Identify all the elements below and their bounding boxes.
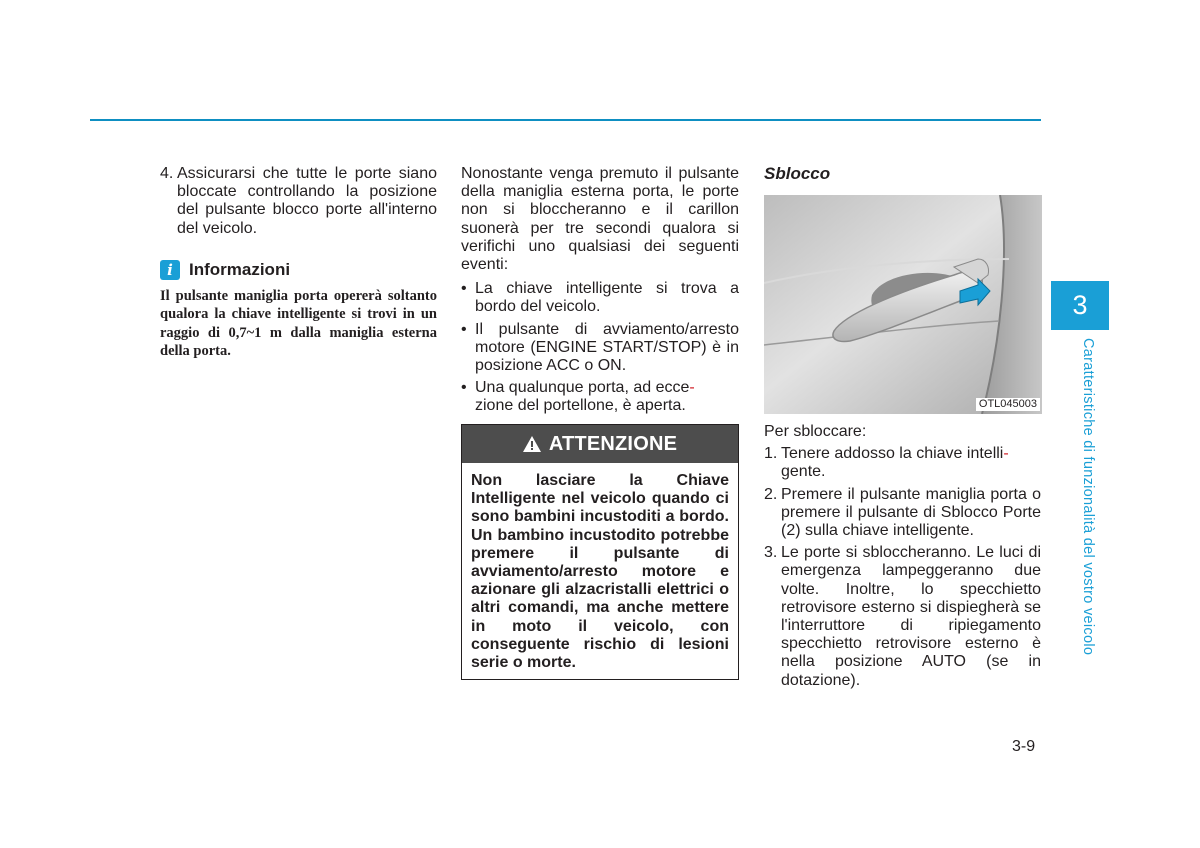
hyphen-mark: -	[1003, 445, 1009, 463]
step-3	[764, 544, 1041, 690]
bullet-icon: •	[461, 280, 467, 298]
step-1	[764, 445, 1041, 481]
warning-box	[461, 424, 739, 680]
step-number: 3.	[764, 544, 778, 562]
chapter-title: Caratteristiche di funzionalità del vostro veicolo	[1080, 338, 1096, 656]
bullet-icon: •	[461, 379, 467, 397]
step-number: 1.	[764, 445, 778, 463]
column-right	[764, 165, 1041, 694]
warning-header	[462, 425, 738, 463]
section-title: Sblocco	[764, 164, 831, 183]
door-handle-illustration	[764, 195, 1042, 414]
warning-body: Non lasciare la Chiave Intelligente nel veicolo quando ci sono bambini incustoditi a bordo. Un bambino incustodito potrebbe premere il pulsante di avviamento/arresto motore e azionare gli alzacristalli elettrici o altri comandi, ma anche mettere in moto il veicolo, con conseguente rischio di lesioni serie o morte.	[471, 472, 729, 672]
column-left	[160, 165, 437, 361]
bullet-text-part: Una qualunque porta, ad ecce	[475, 379, 690, 397]
door-handle-figure	[764, 195, 1042, 414]
column-middle	[461, 165, 739, 420]
conditions-list	[461, 280, 739, 415]
step-number: 2.	[764, 485, 778, 503]
bullet-text	[475, 379, 739, 415]
info-body: Il pulsante maniglia porta opererà soltanto qualora la chiave intelligente si trovi in un raggio di 0,7~1 m dalla maniglia esterna della porta.	[160, 287, 437, 360]
step-text: Le porte si sbloccheranno. Le luci di emergenza lampeggeranno due volte. Inoltre, lo specchietto retrovisore esterno si dispiegherà se l'interruttore di ripiegamento specchietto retrovisore esterno è nella posizione AUTO (se in dotazione).	[781, 544, 1041, 689]
step-text: Premere il pulsante maniglia porta o premere il pulsante di Sblocco Porte (2) sulla chiave intelligente.	[781, 485, 1041, 540]
info-header	[160, 258, 437, 282]
bullet-text: Il pulsante di avviamento/arresto motore (ENGINE START/STOP) è in posizione ACC o ON.	[475, 320, 739, 375]
list-item-text: Assicurarsi che tutte le porte siano bloccate controllando la posizione del pulsante blocco porte all'interno del veicolo.	[177, 165, 437, 237]
bullet-text: La chiave intelligente si trova a bordo del veicolo.	[475, 280, 739, 316]
unlock-lead: Per sbloccare:	[764, 423, 867, 440]
page-number: 3-9	[1012, 738, 1036, 755]
list-item-4	[160, 165, 437, 238]
step-text-part: gente.	[781, 463, 826, 481]
figure-code: OTL045003	[976, 398, 1040, 411]
warning-title: ATTENZIONE	[548, 432, 678, 455]
step-text	[781, 445, 1041, 481]
intro-paragraph: Nonostante venga premuto il pulsante della maniglia esterna porta, le porte non si bloccheranno e il carillon suonerà per tre secondi qualora si verifichi uno qualsiasi dei seguenti eventi:	[461, 165, 739, 274]
bullet-icon: •	[461, 320, 467, 338]
list-item	[461, 321, 739, 376]
hyphen-mark: -	[689, 379, 695, 397]
list-item-number: 4.	[160, 165, 174, 182]
chapter-tab: 3	[1051, 281, 1109, 330]
step-2	[764, 486, 1041, 541]
warning-triangle-icon	[523, 436, 541, 452]
list-item	[461, 379, 739, 415]
list-item	[461, 280, 739, 316]
info-icon: i	[160, 260, 180, 280]
bullet-text-part: zione del portellone, è aperta.	[475, 397, 686, 415]
info-title: Informazioni	[189, 259, 291, 279]
header-rule	[90, 119, 1041, 121]
step-text-part: Tenere addosso la chiave intelli	[781, 445, 1004, 463]
